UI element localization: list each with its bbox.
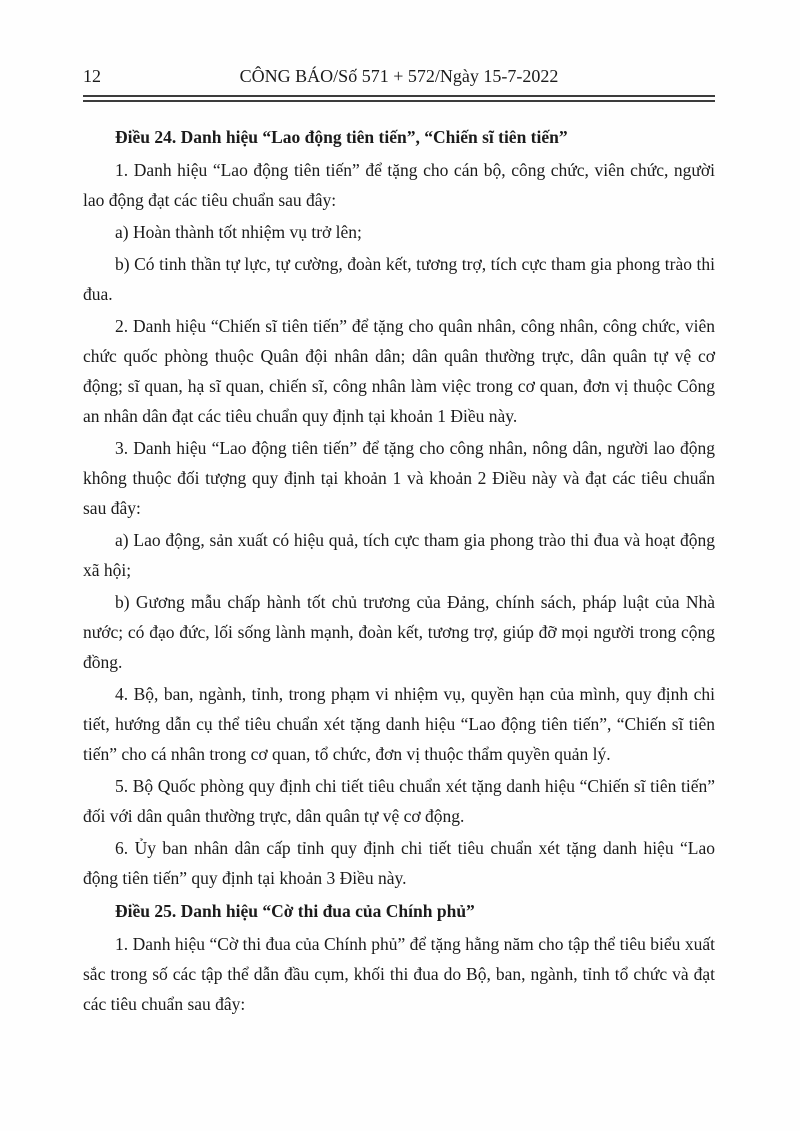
document-body (83, 122, 715, 1019)
article-25-clause-1: 1. Danh hiệu “Cờ thi đua của Chính phủ” để tặng hằng năm cho tập thể tiêu biểu xuất sắc trong số các tập thể dẫn đầu cụm, khối thi đua do Bộ, ban, ngành, tỉnh tổ chức và đạt các tiêu chuẩn sau đây: (83, 934, 715, 1014)
article-24-clause-5: 5. Bộ Quốc phòng quy định chi tiết tiêu chuẩn xét tặng danh hiệu “Chiến sĩ tiên tiến” đối với dân quân thường trực, dân quân tự vệ cơ động. (83, 776, 715, 826)
article-25-heading: Điều 25. Danh hiệu “Cờ thi đua của Chính phủ” (115, 901, 475, 921)
article-24-clause-3-point-a: a) Lao động, sản xuất có hiệu quả, tích cực tham gia phong trào thi đua và hoạt động xã hội; (83, 530, 715, 580)
article-24-clause-1: 1. Danh hiệu “Lao động tiên tiến” để tặng cho cán bộ, công chức, viên chức, người lao động đạt các tiêu chuẩn sau đây: (83, 160, 715, 210)
article-24-clause-1-point-a: a) Hoàn thành tốt nhiệm vụ trở lên; (115, 222, 362, 242)
article-24-clause-1-point-b: b) Có tinh thần tự lực, tự cường, đoàn kết, tương trợ, tích cực tham gia phong trào thi đua. (83, 254, 715, 304)
article-24-clause-2: 2. Danh hiệu “Chiến sĩ tiên tiến” để tặng cho quân nhân, công nhân, công chức, viên chức quốc phòng thuộc Quân đội nhân dân; dân quân thường trực, dân quân tự vệ cơ động; sĩ quan, hạ sĩ quan, chiến sĩ, công nhân làm việc trong cơ quan, đơn vị thuộc Công an nhân dân đạt các tiêu chuẩn quy định tại khoản 1 Điều này. (83, 316, 715, 426)
article-24-clause-3: 3. Danh hiệu “Lao động tiên tiến” để tặng cho công nhân, nông dân, người lao động không thuộc đối tượng quy định tại khoản 1 và khoản 2 Điều này và đạt các tiêu chuẩn sau đây: (83, 438, 715, 518)
page-number: 12 (83, 66, 101, 86)
page-header (83, 0, 715, 88)
gazette-header-title: CÔNG BÁO/Số 571 + 572/Ngày 15-7-2022 (239, 66, 559, 86)
article-24-clause-3-point-b: b) Gương mẫu chấp hành tốt chủ trương của Đảng, chính sách, pháp luật của Nhà nước; có đạo đức, lối sống lành mạnh, đoàn kết, tương trợ, giúp đỡ mọi người trong cộng đồng. (83, 592, 715, 672)
article-24-heading: Điều 24. Danh hiệu “Lao động tiên tiến”, “Chiến sĩ tiên tiến” (115, 127, 568, 147)
header-double-rule (83, 95, 715, 102)
article-24-clause-6: 6. Ủy ban nhân dân cấp tỉnh quy định chi tiết tiêu chuẩn xét tặng danh hiệu “Lao động tiên tiến” quy định tại khoản 3 Điều này. (83, 838, 715, 888)
article-24-clause-4: 4. Bộ, ban, ngành, tỉnh, trong phạm vi nhiệm vụ, quyền hạn của mình, quy định chi tiết, hướng dẫn cụ thể tiêu chuẩn xét tặng danh hiệu “Lao động tiên tiến”, “Chiến sĩ tiên tiến” cho cá nhân trong cơ quan, tổ chức, đơn vị thuộc thẩm quyền quản lý. (83, 684, 715, 764)
